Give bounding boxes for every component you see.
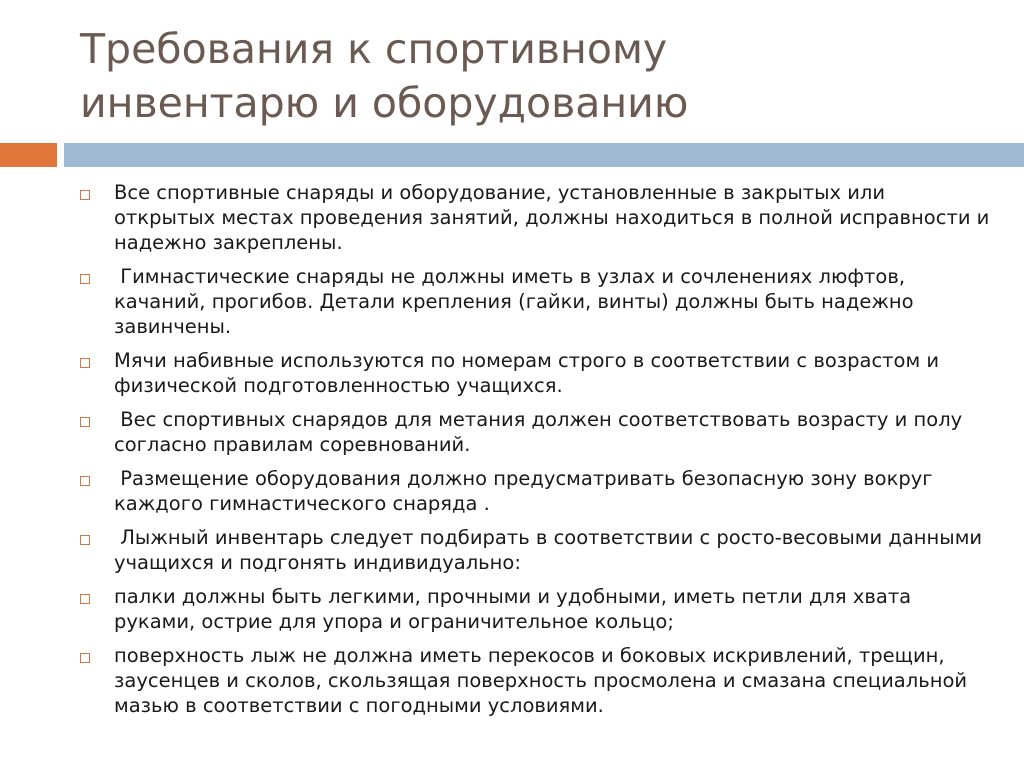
list-item-text: Размещение оборудования должно предусматривать безопасную зону вокруг каждого гимнастического снаряда .	[114, 467, 939, 515]
list-item	[80, 466, 990, 516]
list-item	[80, 643, 990, 718]
hollow-square-icon	[80, 476, 90, 486]
title-divider-bar	[64, 143, 1024, 167]
hollow-square-icon	[80, 274, 90, 284]
list-item-text: палки должны быть легкими, прочными и удобными, иметь петли для хвата руками, острие для упора и ограничительное кольцо;	[114, 585, 918, 633]
list-item	[80, 407, 990, 457]
list-item	[80, 180, 996, 255]
bullet-list	[80, 180, 996, 727]
slide-title	[80, 22, 980, 130]
list-item	[80, 348, 990, 398]
hollow-square-icon	[80, 358, 90, 368]
list-item-text: поверхность лыж не должна иметь перекосов и боковых искривлений, трещин, заусенцев и сколов, скользящая поверхность просмолена и смазана специальной мазью в соответствии с погодными условиями.	[114, 644, 974, 717]
hollow-square-icon	[80, 190, 90, 200]
list-item	[80, 584, 990, 634]
hollow-square-icon	[80, 417, 90, 427]
list-item-text: Мячи набивные используются по номерам строго в соответствии с возрастом и физической подготовленностью учащихся.	[114, 349, 946, 397]
list-item-text: Гимнастические снаряды не должны иметь в узлах и сочленениях люфтов, качаний, прогибов. Детали крепления (гайки, винты) должны быть надежно завинчены.	[114, 265, 920, 338]
title-accent-bar	[0, 143, 57, 167]
list-item	[80, 264, 990, 339]
list-item-text: Вес спортивных снарядов для метания должен соответствовать возрасту и полу согласно правилам соревнований.	[114, 408, 969, 456]
slide-title-line-2: инвентарю и оборудованию	[80, 79, 689, 127]
list-item	[80, 525, 990, 575]
hollow-square-icon	[80, 535, 90, 545]
slide-title-line-1: Требования к спортивному	[80, 25, 668, 73]
list-item-text: Все спортивные снаряды и оборудование, установленные в закрытых или открытых местах проведения занятий, должны находиться в полной исправности и надежно закреплены.	[114, 181, 996, 254]
list-item-text: Лыжный инвентарь следует подбирать в соответствии с росто-весовыми данными учащихся и подгонять индивидуально:	[114, 526, 989, 574]
hollow-square-icon	[80, 594, 90, 604]
hollow-square-icon	[80, 653, 90, 663]
